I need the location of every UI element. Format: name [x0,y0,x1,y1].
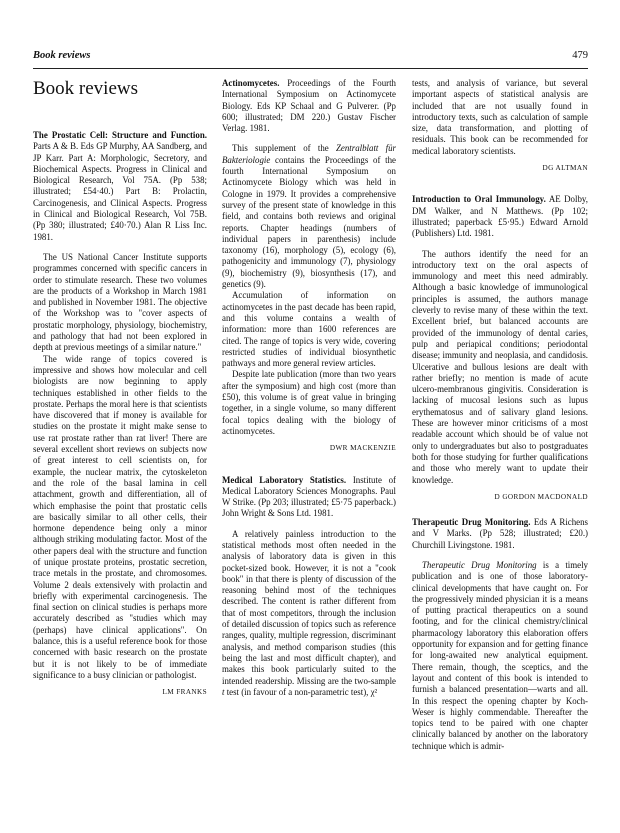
review-citation: Institute of Medical Laboratory Sciences Monographs. Paul W Strike. (Pp 203; illustrated; £5·75 paperback.) John Wright & Sons Ltd. 1981. [222,474,396,519]
reviewer-signature: LM FRANKS [162,688,207,697]
spacer [222,455,396,475]
page-number: 479 [572,50,588,61]
review-citation: Proceedings of the Fourth International Symposium on Actinomycete Biology. Eds KP Schaal and G Pulverer. (Pp 600; illustrated; DM 220.) Gustav Fischer Verlag. 1981. [222,78,396,134]
review-paragraph: The US National Cancer Institute supports programmes concerned with specific cancers in order to stimulate research. These two volumes are the products of a Workshop in March 1981 and published in November 1981. The objective of the Workshop was to "cover aspects of prostatic morphology, physiology, biochemistry, and pathology that had not been explored in depth at previous meetings of a similar nature." [33,251,207,353]
review-paragraph [222,529,396,698]
journal-name: Zentralblatt für Bakteriologie [222,143,396,165]
review-heading-oral-immunology [412,194,588,239]
review-title: Introduction to Oral Immunology. [412,194,546,205]
review-heading-drug-monitoring [412,517,588,551]
review-citation: AE Dolby, DM Walker, and N Matthews. (Pp 102; illustrated; paperback £5·95.) Edward Arnold (Publishers) Ltd. 1981. [412,194,588,239]
review-citation: Eds A Richens and V Marks. (Pp 528; illustrated; £20.) Churchill Livingstone. 1981. [412,517,589,550]
review-heading-actinomycetes [222,78,396,134]
text-run: t [222,686,225,697]
review-title: Actinomycetes. [222,78,280,88]
reviewer-signature: DWR MACKENZIE [329,444,396,453]
review-title: Medical Laboratory Statistics. [222,474,347,485]
reviewer-signature: DG ALTMAN [542,164,588,173]
review-title: Therapeutic Drug Monitoring. [412,517,531,528]
review-heading-prostatic-cell [33,130,207,243]
spacer [412,503,588,517]
review-citation: Parts A & B. Eds GP Murphy, AA Sandberg, and JP Karr. Part A: Morphologic, Secretory, and Biochemical Aspects. Progress in Clinical and Biological Research, Vol 75A. (Pp 538; illustrated; £54·40.) Part B: Prolactin, Carcinogenesis, and Clinical Aspects. Progress in Clinical and Biological Research, Vol 75B. (Pp 380; illustrated; £40·70.) Alan R Liss Inc. 1981. [33,141,207,242]
review-paragraph-continued: tests, and analysis of variance, but several important aspects of statistical analysis are included that are not usually found in introductory texts, such as calculation of sample size, data transformation, and plotting of residuals. This book can be recommended for medical laboratory scientists. [412,78,588,156]
review-paragraph [412,560,588,752]
text-run: χ² [370,686,378,697]
reviewer-signature: D GORDON MACDONALD [494,492,588,501]
text-run: test (in favour of a non-parametric test), [224,686,371,697]
review-paragraph: Despite late publication (more than two years after the symposium) and high cost (more than £50), this volume is of great value in bringing together, in a single volume, so many different focal topics dealing with the biology of actinomycetes. [222,369,396,436]
review-heading-lab-statistics [222,475,396,520]
spacer [412,174,588,194]
running-head: Book reviews [33,50,91,61]
review-paragraph: The authors identify the need for an introductory text on the oral aspects of immunology and meet this need admirably. Although a basic knowledge of immunological principles is assumed, the authors manage cleverly to revise many of these within the text. Excellent brief, but balanced accounts are provided of the immunology of dental caries, pulp and periapical conditions; periodontal disease; immunity and neoplasia, and candidosis. Ulcerative and bullous lesions are dealt with rather briefly; no mention is made of acute ulcero-membranous gingivitis. Consideration is lacking of mucosal lesions such as lupus erythematosus and of salivary gland lesions. These are however minor criticisms of a most readable account which should be of value not only to undergraduates but also to postgraduates both for those studying for further qualifications and those who merely want to update their knowledge. [412,248,588,485]
review-paragraph: Accumulation of information on actinomycetes in the past decade has been rapid, and this volume contains a wealth of information: more than 1600 references are cited. The range of topics is very wide, covering restricted studies of individual biosynthetic pathways and more general review articles. [222,290,396,369]
column-1 [33,78,207,699]
review-paragraph: The wide range of topics covered is impressive and shows how molecular and cell biologists are now beginning to apply techniques established in other fields to the prostate. Perhaps the moral here is that scientists have discovered that if money is available for studies on the prostate it might make sense to use rat prostate rather than rat liver! There are several excellent short reviews on subjects now of great interest to cell scientists on, for example, the nuclear matrix, the cytoskeleton and the role of the basal lamina in cell attachment, growth and differentiation, all of which emphasise the point that prostatic cells are basically similar to all other cells, their hormone dependence being only a minor although striking modulating factor. Most of the other papers deal with the structure and function of unique prostate proteins, prostatic secretion, trace metals in the prostate, and chromosomes. Volume 2 deals extensively with prolactin and briefly with experimental carcinogenesis. The final section on clinical studies is perhaps more accurately described as "studies which may (perhaps) have clinical applications". On balance, this is a useful reference book for those concerned with basic research on the prostate but it is not likely to be of immediate significance to a busy clinician or pathologist. [33,353,207,680]
book-title: Therapeutic Drug Monitoring [422,559,537,570]
column-3 [412,78,588,752]
text-run: This supplement of the [232,143,336,154]
review-paragraph [222,143,396,290]
review-title: The Prostatic Cell: Structure and Function. [33,130,207,140]
text-run: is a timely publication and is one of those laboratory-clinical developments that have caught on. For the progressively minded physician it is a means of putting practical therapeutics on a sound footing, and for the clinical chemistry/clinical pharmacology laboratory this elaboration offers opportunity for expansion and for getting finance for long-awaited new analytical equipment. There remain, though, the sceptics, and the layout and content of this book is intended to furnish a balanced presentation—warts and all. In this respect the opening chapter by Koch-Weser is highly commendable. Thereafter the topics tend to be paired with one chapter clinically balanced by another on the laboratory technique which is admir- [412,559,588,751]
section-title: Book reviews [33,78,139,99]
column-2 [222,78,396,698]
text-run: A relatively painless introduction to the statistical methods most often needed in the analysis of laboratory data is given in this pocket-sized book. However, it is not a "cook book" in that there is plenty of discussion of the reasoning behind most of the techniques described. The content is rather different from that of most competitors, through the inclusion of detailed discussion of topics such as reference ranges, quality, multiple regression, discriminant analysis, and method comparison studies (this being the last and most difficult chapter), and makes this book particularly suited to the intended readership. Missing are the two-sample [222,528,396,686]
header-rule [33,68,588,69]
text-run: contains the Proceedings of the fourth International Symposium on Actinomycete Biology which was held in Cologne in 1979. It provides a comprehensive survey of the present state of knowledge in this field, and contains both reviews and original reports. Chapter headings (numbers of individual papers in parenthesis) include taxonomy (16), morphology (5), ecology (6), pathogenicity and immunology (7), physiology (9), biochemistry (9), biosynthesis (17), and genetics (9). [222,154,396,290]
